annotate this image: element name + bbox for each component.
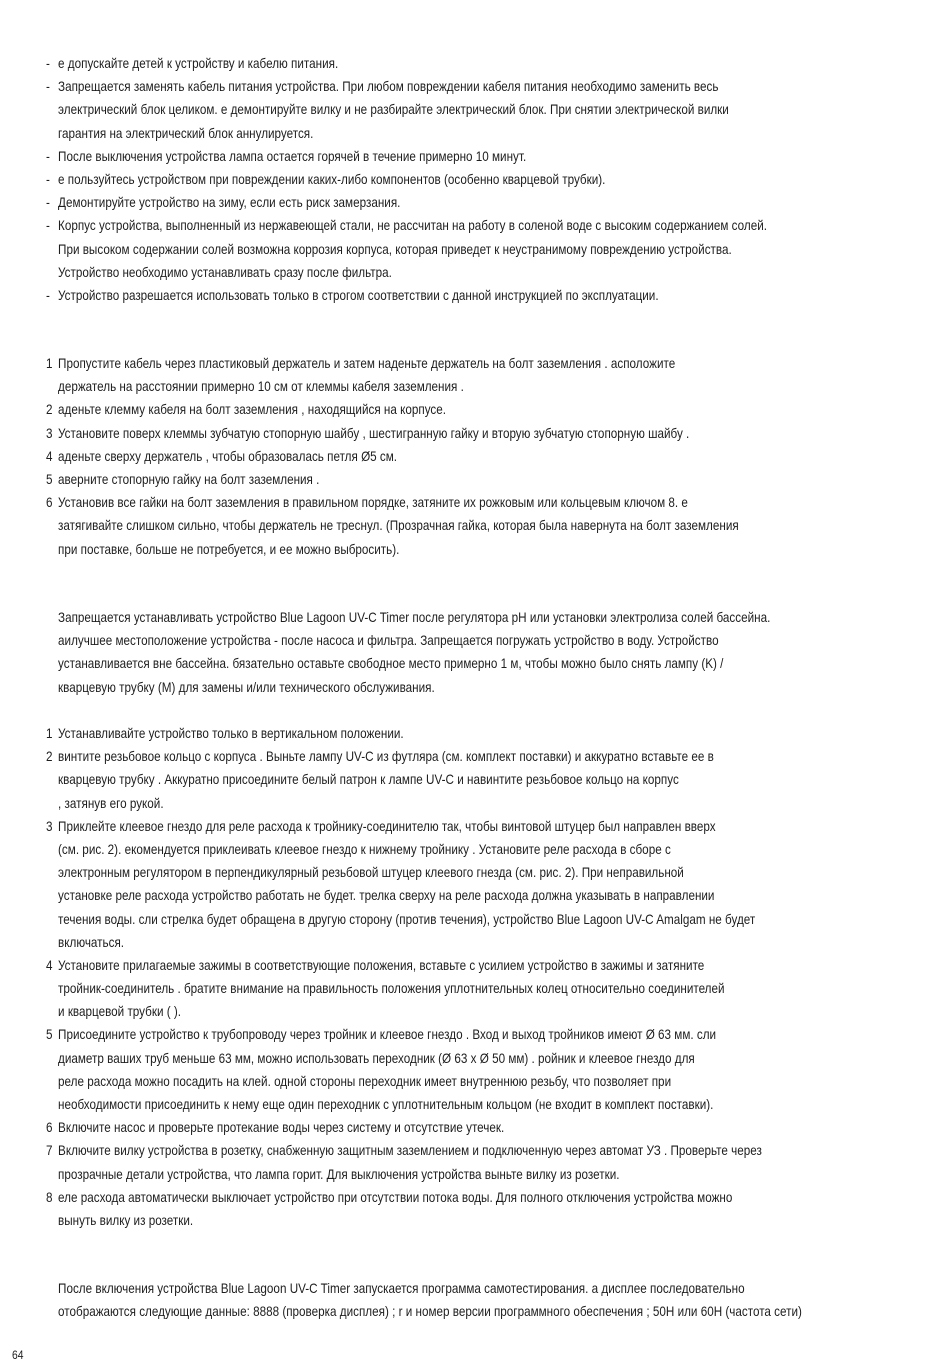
text-line [46, 1023, 915, 1046]
line-text: Установите поверх клеммы зубчатую стопорную шайбу , шестигранную гайку и вторую зубчатую стопорную шайбу . [58, 425, 690, 441]
installation-steps-list [46, 722, 916, 1232]
list-marker: 4 [46, 448, 53, 464]
text-line [46, 352, 915, 375]
list-marker: 1 [46, 726, 53, 741]
line-text: аденьте сверху держатель , чтобы образовалась петля Ø5 см. [58, 448, 398, 464]
text-line [46, 538, 915, 561]
line-text: и кварцевой трубки ( ). [58, 1004, 182, 1020]
text-line [46, 145, 915, 168]
text-line [46, 514, 915, 537]
page-number: 64 [12, 1348, 24, 1362]
text-line [46, 931, 915, 954]
line-text: установке реле расхода устройство работать не будет. трелка сверху на реле расхода должна указывать в направлении [58, 888, 715, 904]
text-line [46, 1047, 915, 1070]
list-marker: - [46, 287, 50, 303]
line-text: прозрачные детали устройства, что лампа горит. Для выключения устройства выньте вилку из розетки. [58, 1166, 620, 1182]
installation-intro-paragraph [46, 606, 916, 699]
line-text: е допускайте детей к устройству и кабелю питания. [58, 56, 339, 71]
text-line [46, 815, 915, 838]
text-line [46, 398, 915, 421]
text-line [46, 977, 915, 1000]
line-text: включаться. [58, 934, 125, 950]
text-line [46, 838, 915, 861]
text-line [46, 191, 915, 214]
line-text: Устройство разрешается использовать только в строгом соответствии с данной инструкцией по эксплуатации. [58, 287, 659, 303]
list-marker: 2 [46, 749, 53, 765]
line-text: диаметр ваших труб меньше 63 мм, можно использовать переходник (Ø 63 x Ø 50 мм) . ройник и клеевое гнездо для [58, 1050, 695, 1066]
text-line [46, 122, 915, 145]
text-line [46, 908, 915, 931]
list-marker: 6 [46, 1120, 53, 1136]
line-text: После включения устройства Blue Lagoon UV-C Timer запускается программа самотестирования. а дисплее последовательно [58, 1281, 745, 1296]
line-text: при поставке, больше не потребуется, и ее можно выбросить). [58, 541, 400, 557]
list-marker: - [46, 218, 50, 234]
text-line [46, 1186, 915, 1209]
text-line [46, 861, 915, 884]
text-line [46, 1000, 915, 1023]
line-text: Запрещается заменять кабель питания устройства. При любом повреждении кабеля питания необходимо заменить весь [58, 79, 719, 95]
line-text: Установите прилагаемые зажимы в соответствующие положения, вставьте с усилием устройство в зажимы и затяните [58, 957, 705, 973]
text-line [46, 468, 915, 491]
line-text: е пользуйтесь устройством при повреждении каких-либо компонентов (особенно кварцевой трубки). [58, 171, 606, 187]
line-text: аденьте клемму кабеля на болт заземления , находящийся на корпусе. [58, 402, 447, 418]
text-line [46, 1139, 915, 1162]
text-line [46, 768, 915, 791]
line-text: Включите вилку устройства в розетку, снабженную защитным заземлением и подключенную через автомат УЗ . Проверьте через [58, 1143, 762, 1159]
line-text: Устанавливайте устройство только в вертикальном положении. [58, 726, 404, 741]
line-text: отображаются следующие данные: 8888 (проверка дисплея) ; r и номер версии программного обеспечения ; 50H или 60H (частота сети) [58, 1304, 802, 1320]
text-line [46, 261, 915, 284]
text-line [46, 1093, 915, 1116]
line-text: тройник-соединитель . братите внимание на правильность положения уплотнительных колец относительно соединителей [58, 981, 725, 997]
text-line [46, 1116, 915, 1139]
line-text: необходимости присоединить к нему еще один переходник с уплотнительным кольцом (не входит в комплект поставки). [58, 1097, 714, 1112]
grounding-steps-list [46, 352, 916, 561]
list-marker: 6 [46, 495, 53, 511]
text-line [46, 629, 915, 652]
line-text: Запрещается устанавливать устройство Blue Lagoon UV-C Timer после регулятора pH или установки электролиза солей бассейна. [58, 610, 771, 625]
text-line [46, 214, 915, 237]
line-text: устанавливается вне бассейна. бязательно оставьте свободное место примерно 1 м, чтобы можно было снять лампу (K) / [58, 656, 724, 672]
text-line [46, 168, 915, 191]
text-line [46, 652, 915, 675]
line-text: кварцевую трубку (M) для замены и/или технического обслуживания. [58, 679, 435, 695]
text-line [46, 491, 915, 514]
line-text: аверните стопорную гайку на болт заземления . [58, 471, 320, 487]
text-line [46, 284, 915, 307]
list-marker: - [46, 148, 50, 164]
line-text: кварцевую трубку . Аккуратно присоедините белый патрон к лампе UV-C и навинтите резьбовое кольцо на корпус [58, 772, 679, 788]
text-line [46, 722, 915, 745]
list-marker: 7 [46, 1143, 53, 1159]
text-line [46, 375, 915, 398]
line-text: гарантия на электрический блок аннулируется. [58, 125, 314, 141]
text-line [46, 954, 915, 977]
line-text: При высоком содержании солей возможна коррозия корпуса, которая приведет к неустранимому повреждению устройства. [58, 241, 732, 257]
list-marker: - [46, 195, 50, 211]
text-line [46, 1163, 915, 1186]
list-marker: 3 [46, 818, 53, 834]
list-marker: - [46, 171, 50, 187]
text-line [46, 745, 915, 768]
line-text: аилучшее местоположение устройства - после насоса и фильтра. Запрещается погружать устройство в воду. Устройство [58, 633, 719, 649]
text-line [46, 1070, 915, 1093]
text-line [46, 1209, 915, 1232]
line-text: Устройство необходимо устанавливать сразу после фильтра. [58, 264, 392, 280]
text-line [46, 1277, 915, 1300]
list-marker: - [46, 56, 50, 71]
list-marker: 2 [46, 402, 53, 418]
line-text: вынуть вилку из розетки. [58, 1212, 194, 1228]
list-marker: 8 [46, 1189, 53, 1205]
line-text: Демонтируйте устройство на зиму, если есть риск замерзания. [58, 195, 401, 211]
line-text: Приклейте клеевое гнездо для реле расхода к тройнику-соединителю так, чтобы винтовой штуцер был направлен вверх [58, 818, 716, 834]
line-text: После выключения устройства лампа остается горячей в течение примерно 10 минут. [58, 148, 527, 164]
line-text: еле расхода автоматически выключает устройство при отсутствии потока воды. Для полного отключения устройства можно [58, 1189, 733, 1205]
text-line [46, 238, 915, 261]
line-text: Включите насос и проверьте протекание воды через систему и отсутствие утечек. [58, 1120, 505, 1136]
list-marker: 3 [46, 425, 53, 441]
text-line [46, 884, 915, 907]
text-line [46, 445, 915, 468]
line-text: электрический блок целиком. е демонтируйте вилку и не разбирайте электрический блок. При снятии электрической вилки [58, 102, 729, 118]
list-marker: - [46, 79, 50, 95]
text-line [46, 606, 915, 629]
text-line [46, 792, 915, 815]
line-text: винтите резьбовое кольцо с корпуса . Выньте лампу UV-C из футляра (см. комплект поставки) и аккуратно вставьте ее в [58, 749, 714, 765]
text-line [46, 676, 915, 699]
text-line [46, 1300, 915, 1323]
list-marker: 5 [46, 471, 53, 487]
line-text: Присоедините устройство к трубопроводу через тройник и клеевое гнездо . Вход и выход тройников имеют Ø 63 мм. сли [58, 1027, 717, 1043]
list-marker: 5 [46, 1027, 53, 1043]
list-marker: 4 [46, 957, 53, 973]
text-line [46, 422, 915, 445]
startup-paragraph [46, 1277, 916, 1323]
line-text: (см. рис. 2). екомендуется приклеивать клеевое гнездо к нижнему тройнику . Установите реле расхода в сборе с [58, 841, 671, 857]
text-line [46, 52, 915, 75]
line-text: течения воды. сли стрелка будет обращена в другую сторону (против течения), устройство Blue Lagoon UV-C Amalgam не будет [58, 911, 756, 927]
line-text: Пропустите кабель через пластиковый держатель и затем наденьте держатель на болт заземления . асположите [58, 356, 676, 371]
line-text: Установив все гайки на болт заземления в правильном порядке, затяните их рожковым или кольцевым ключом 8. е [58, 495, 688, 511]
line-text: электронным регулятором в перпендикулярный резьбовой штуцер клеевого гнезда (см. рис. 2). При неправильной [58, 865, 684, 881]
text-line [46, 75, 915, 98]
line-text: затягивайте слишком сильно, чтобы держатель не треснул. (Прозрачная гайка, которая была навернута на болт заземления [58, 518, 739, 534]
line-text: Корпус устройства, выполненный из нержавеющей стали, не рассчитан на работу в соленой воде с высоким содержанием солей. [58, 218, 768, 234]
text-line [46, 98, 915, 121]
list-marker: 1 [46, 356, 53, 371]
line-text: держатель на расстоянии примерно 10 см от клеммы кабеля заземления . [58, 379, 464, 395]
safety-warnings-list [46, 52, 916, 307]
line-text: реле расхода можно посадить на клей. одной стороны переходник имеет внутреннюю резьбу, что позволяет при [58, 1073, 672, 1089]
line-text: , затянув его рукой. [58, 795, 164, 811]
